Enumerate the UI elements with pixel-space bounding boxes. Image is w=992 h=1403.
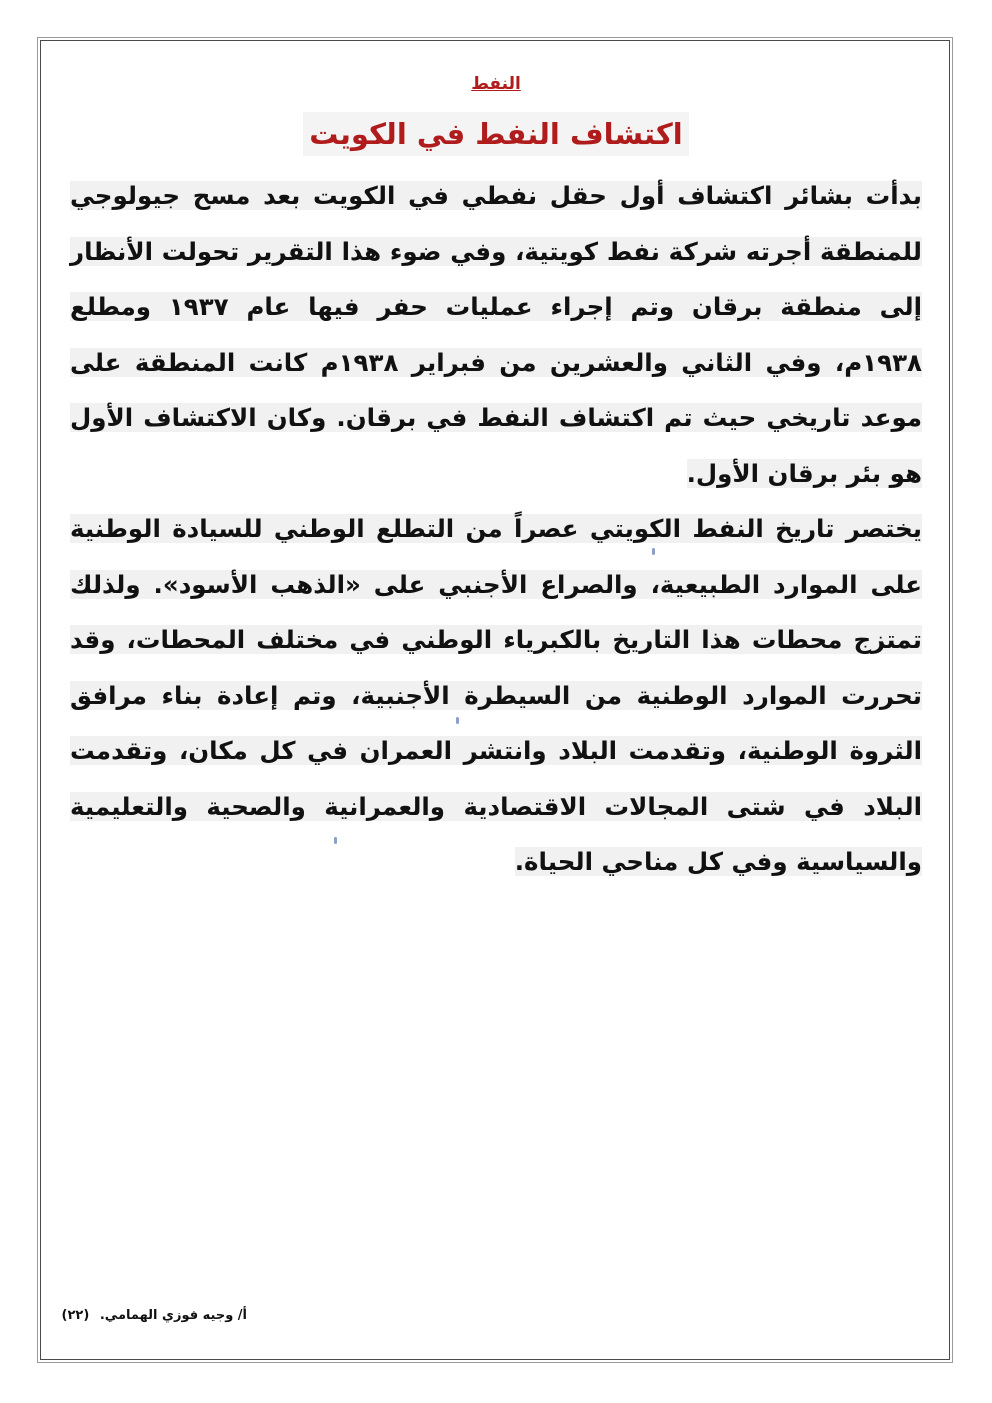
paragraph-2 — [70, 501, 922, 890]
section-label: النفط — [471, 74, 521, 94]
page-number: (٢٢) — [61, 1308, 90, 1323]
paragraph-1 — [70, 168, 922, 501]
ink-speck-mark — [334, 837, 337, 844]
page-title: اكتشاف النفط في الكويت — [303, 112, 688, 156]
footer — [62, 1308, 247, 1323]
ink-speck-mark — [652, 548, 655, 555]
page-title-wrapper — [0, 112, 992, 156]
ink-speck-mark — [456, 717, 459, 724]
paragraph-2-text: يختصر تاريخ النفط الكويتي عصراً من التطلع الوطني للسيادة الوطنية على الموارد الطبيعية، والصراع الأجنبي على «الذهب الأسود». ولذلك تمتزج محطات هذا التاريخ بالكبرياء الوطني في مختلف المحطات، وقد تحررت الموارد الوطنية من السيطرة الأجنبية، وتم إعادة بناء مرافق الثروة الوطنية، وتقدمت البلاد وانتشر العمران في كل مكان، وتقدمت البلاد في شتى المجالات الاقتصادية والعمرانية والصحية والتعليمية والسياسية وفي كل مناحي الحياة. — [70, 514, 922, 876]
footer-author: أ/ وجيه فوزي الهمامي. — [99, 1308, 247, 1323]
paragraph-1-text: بدأت بشائر اكتشاف أول حقل نفطي في الكويت بعد مسح جيولوجي للمنطقة أجرته شركة نفط كويتية، وفي ضوء هذا التقرير تحولت الأنظار إلى منطقة برقان وتم إجراء عمليات حفر فيها عام ١٩٣٧ ومطلع ١٩٣٨م، وفي الثاني والعشرين من فبراير ١٩٣٨م كانت المنطقة على موعد تاريخي حيث تم اكتشاف النفط في برقان. وكان الاكتشاف الأول هو بئر برقان الأول. — [70, 181, 923, 488]
